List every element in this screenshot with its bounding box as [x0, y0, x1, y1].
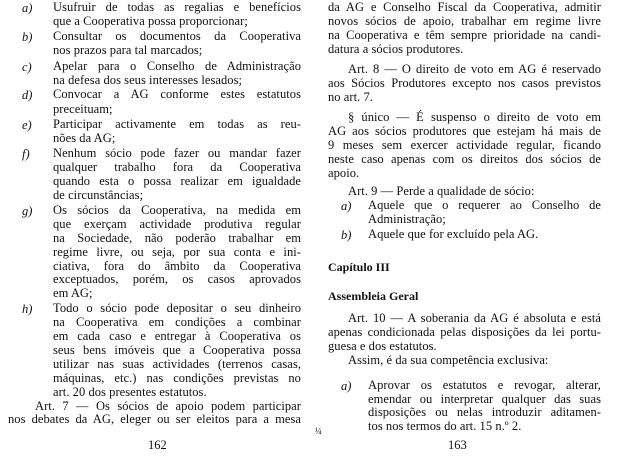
article-line: Art. 7 — Os sócios de apoio podem participar [35, 398, 301, 413]
item-line: tos nos termos do art. 15 n.º 2. [368, 419, 522, 434]
text-line: da AG e Conselho Fiscal da Cooperativa, admitir [328, 0, 601, 14]
item-line: Os sócios da Cooperativa, na medida em [53, 202, 301, 217]
item-label: b) [341, 227, 352, 242]
item-label: a) [22, 0, 33, 15]
article-line: nos debates da AG, eleger ou ser eleitos para a mesa [8, 411, 301, 426]
item-line: Usufruir de todas as regalias e benefícios [53, 0, 301, 14]
item-line: quando esta o possa realizar em igualdade [53, 173, 301, 188]
article-line: aos Sócios Produtores excepto nos casos previstos [328, 76, 601, 91]
item-line: Convocar a AG conforme estes estatutos [53, 87, 301, 102]
item-label: h) [22, 302, 33, 317]
article-line: Assim, é da sua competência exclusiva: [348, 353, 549, 368]
item-line: que a Cooperativa possa proporcionar; [53, 13, 248, 28]
article-line: AG aos sócios produtores que estejam há mais de [328, 123, 601, 138]
item-line: Aquele que for excluído pela AG. [368, 226, 539, 241]
item-line: em AG; [53, 286, 93, 301]
item-label: a) [341, 378, 352, 393]
article-line: 9 meses sem exercer actividade regular, ficando [328, 137, 601, 152]
item-line: preceituam; [53, 102, 113, 117]
article-line: neste caso apenas com os direitos dos sócios de [328, 151, 601, 166]
right-page [308, 0, 617, 459]
item-line: de circunstâncias; [53, 187, 144, 202]
item-line: Participar activamente em todas as reu- [53, 117, 301, 132]
item-line: em cada caso e entregar à Cooperativa os [53, 329, 301, 344]
item-line: nões da AG; [53, 131, 116, 146]
article-line: no art. 7. [328, 90, 373, 105]
item-label: c) [22, 59, 32, 74]
text-line: novos sócios de apoio, trabalhar em regime livre [328, 13, 601, 28]
item-line: emendar ou interpretar qualquer das suas [368, 391, 601, 406]
article-line: apoio. [328, 165, 360, 180]
item-line: máquinas, etc.) nas condições previstas no [53, 371, 301, 385]
text-line: na Cooperativa e têm sempre prioridade na candi- [328, 27, 601, 42]
article-line: Art. 8 — O direito de voto em AG é reservado [348, 62, 601, 77]
item-line: Administração; [368, 212, 446, 226]
item-line: na defesa dos seus interesses lesados; [53, 72, 243, 87]
left-page [0, 0, 308, 459]
item-label: b) [22, 29, 33, 44]
item-line: Consultar os documentos da Cooperativa [53, 28, 301, 43]
item-line: na Cooperativa em condições a combinar [53, 315, 301, 330]
text-line: datura a sócios produtores. [328, 41, 464, 56]
item-line: utilizar nas suas actividades (terrenos casas, [53, 357, 301, 372]
article-line: guesa e dos estatutos. [328, 338, 437, 353]
item-label: a) [341, 199, 352, 213]
item-line: nos prazos para tal marcados; [53, 42, 203, 57]
item-line: exceptuados, porém, os casos aprovados [53, 272, 301, 287]
item-line: ciativa, fora do âmbito da Cooperativa [53, 258, 301, 273]
item-line: na Sociedade, não poderão trabalhar em [53, 230, 301, 245]
page-number: 163 [448, 438, 467, 452]
chapter-heading: Capítulo III [328, 259, 390, 274]
footer-mark: ¼ [315, 426, 322, 436]
item-line: art. 20 dos presentes estatutos. [53, 385, 207, 399]
item-line: que exerçam actividade produtiva regular [53, 216, 301, 231]
item-line: disposições ou nelas introduzir aditamen- [368, 405, 601, 420]
item-line: regime livre, ou seja, por sua conta e ini- [53, 244, 301, 259]
article-line: Art. 9 — Perde a qualidade de sócio: [348, 184, 535, 199]
item-line: qualquer trabalho fora da Cooperativa [53, 159, 301, 174]
item-line: Apelar para o Conselho de Administração [53, 58, 301, 73]
item-label: g) [22, 203, 33, 218]
page-number: 162 [148, 438, 167, 452]
item-label: e) [22, 118, 32, 133]
item-line: Nenhum sócio pode fazer ou mandar fazer [53, 145, 301, 160]
item-line: seus bens imóveis que a Cooperativa possa [53, 343, 301, 358]
item-line: Aprovar os estatutos e revogar, alterar, [368, 377, 601, 392]
article-line: Art. 10 — A soberania da AG é absoluta e está [348, 310, 601, 325]
item-line: Todo o sócio pode depositar o seu dinheiro [53, 301, 301, 316]
item-line: Aquele que o requerer ao Conselho de [368, 198, 601, 212]
section-heading: Assembleia Geral [328, 289, 419, 304]
article-line: apenas condicionada pelas disposições da lei portu- [328, 324, 601, 339]
article-line: § único — É suspenso o direito de voto em [348, 109, 601, 124]
item-label: f) [22, 146, 30, 161]
item-label: d) [22, 88, 33, 103]
